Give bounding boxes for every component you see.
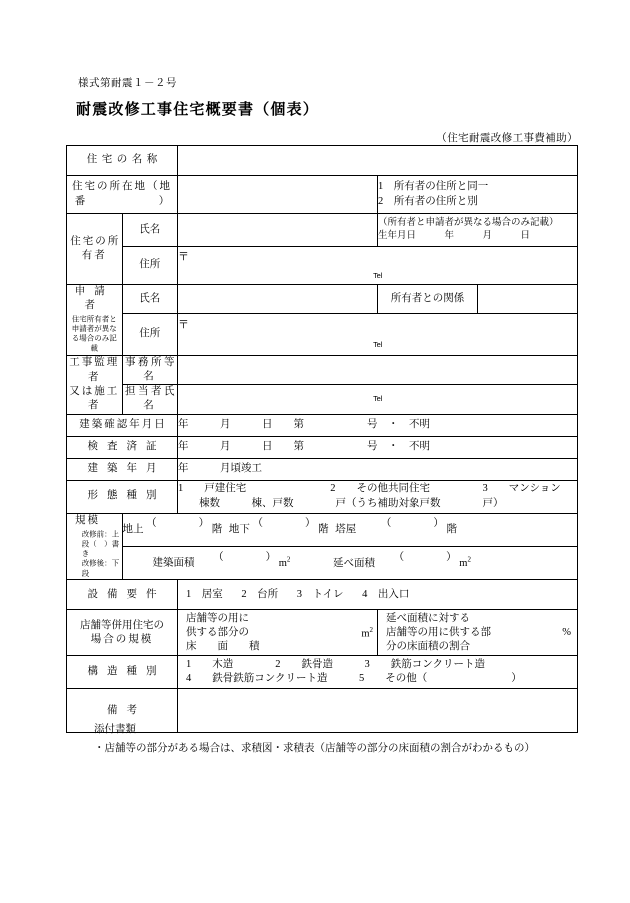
input-scale-area[interactable] <box>122 546 578 579</box>
label-scale-note1: 改修前：上段（ ）書き <box>81 529 120 558</box>
form-type-options[interactable] <box>178 480 578 513</box>
label-applicant <box>67 285 123 356</box>
attachment-item-1: ・店舗等の部分がある場合は、求積図・求積表（店舗等の部分の床面積の割合がわかるもの） <box>94 742 535 754</box>
value-floors-below[interactable]: （ ） <box>252 517 316 529</box>
structure-line1[interactable]: 1 木造 2 鉄骨造 3 鉄筋コンクリート造 <box>186 659 486 671</box>
option-different-from-owner[interactable]: 2 所有者の住所と別 <box>378 195 478 207</box>
label-supervisor-line1: 工事監理者 <box>69 357 120 383</box>
label-housing-location <box>67 176 178 214</box>
input-applicant-name[interactable] <box>178 285 378 314</box>
table-row-inspection-cert <box>67 436 578 458</box>
unit-floors-above: 階 <box>211 523 223 535</box>
value-floors-above[interactable]: （ ） <box>146 517 210 529</box>
label-floors-below: 地下 <box>228 523 250 535</box>
label-applicant-text: 申請者 <box>74 286 114 312</box>
input-supervisor-person[interactable] <box>178 385 578 414</box>
input-owner-address[interactable] <box>178 247 578 285</box>
owner-note-text: （所有者と申請者が異なる場合のみ記載） <box>378 218 559 229</box>
form-type-line1[interactable]: 1 戸建住宅 2 その他共同住宅 3 マンション <box>178 483 561 495</box>
tel-label-supervisor: Tel <box>373 394 382 404</box>
label-structure: 構造種別 <box>67 656 178 689</box>
input-inspection-cert[interactable]: 年 月 日 第 号 ・ 不明 <box>178 436 578 458</box>
store-left-line3: 床 面 積 <box>186 640 260 652</box>
table-row-housing-location <box>67 176 578 214</box>
label-building-area: 建築面積 <box>152 557 195 569</box>
form-number: 様式第耐震１－２号 <box>78 78 177 89</box>
facility-options[interactable] <box>178 580 578 610</box>
input-store-ratio[interactable] <box>378 610 578 656</box>
form-type-line2[interactable]: 棟数 棟、戸数 戸（うち補助対象戸数 戸） <box>178 497 504 509</box>
option-same-as-owner[interactable]: 1 所有者の住所と同一 <box>378 181 489 193</box>
page-title: 耐震改修工事住宅概要書（個表） <box>76 101 320 118</box>
store-right-line1: 延べ面積に対する <box>386 612 470 624</box>
input-applicant-relation[interactable] <box>478 285 578 314</box>
label-housing-location-line1: 住宅の所在地（地 <box>72 181 172 193</box>
value-building-area[interactable]: （ ） <box>213 551 277 563</box>
facility-option-4[interactable]: 4 出入口 <box>362 588 410 600</box>
label-scale <box>67 513 123 580</box>
input-scale-floors[interactable] <box>122 513 578 546</box>
input-owner-name[interactable] <box>178 214 378 247</box>
input-confirmation-date[interactable]: 年 月 日 第 号 ・ 不明 <box>178 414 578 436</box>
label-scale-text: 規模 <box>75 514 100 526</box>
label-inspection-cert: 検査済証 <box>67 436 178 458</box>
housing-location-options[interactable] <box>378 176 578 214</box>
structure-line2[interactable]: 4 鉄骨鉄筋コンクリート造 5 その他（ ） <box>186 673 522 685</box>
postal-code-mark-applicant: 〒 <box>178 319 189 332</box>
label-store-scale-line1: 店舗等併用住宅の <box>80 619 164 631</box>
table-row-applicant-address <box>67 313 578 355</box>
input-housing-location[interactable] <box>178 176 378 214</box>
unit-building-area: $m^2$ <box>278 555 291 569</box>
label-built-date: 建築年月 <box>67 458 178 480</box>
label-penthouse: 塔屋 <box>335 523 357 535</box>
facility-option-3[interactable]: 3 トイレ <box>296 588 344 600</box>
owner-birthdate-note <box>378 214 578 247</box>
structure-options[interactable] <box>178 656 578 689</box>
attachment-title: 添付書類 <box>94 724 136 735</box>
label-applicant-relation: 所有者との関係 <box>378 285 478 314</box>
label-applicant-name: 氏名 <box>122 285 178 314</box>
tel-label-owner: Tel <box>373 271 382 281</box>
table-row-facility <box>67 580 578 610</box>
label-applicant-note: 住宅所有者と申請者が異なる場合のみ記載 <box>71 315 117 353</box>
label-remarks: 備考 <box>67 689 178 733</box>
label-owner-address: 住所 <box>122 247 178 285</box>
label-store-scale-line2: 場合の規模 <box>90 633 154 645</box>
label-scale-note2: 改修後：下段 <box>81 558 120 578</box>
label-owner-name: 氏名 <box>122 214 178 247</box>
unit-floors-below: 階 <box>318 523 329 535</box>
label-facility: 設備要件 <box>67 580 178 610</box>
label-supervisor-person: 担当者氏名 <box>122 385 178 414</box>
input-supervisor-office[interactable] <box>178 355 578 384</box>
label-form-type: 形態種別 <box>67 480 178 513</box>
label-total-area: 延べ面積 <box>333 557 376 569</box>
table-row-supervisor-office <box>67 355 578 384</box>
label-supervisor-office: 事務所等名 <box>122 355 178 384</box>
unit-store-ratio: % <box>562 627 571 639</box>
table-row-confirmation-date <box>67 414 578 436</box>
table-row-structure <box>67 656 578 689</box>
value-penthouse[interactable]: （ ） <box>380 517 444 529</box>
postal-code-mark-owner: 〒 <box>178 250 189 263</box>
label-applicant-address: 住所 <box>122 313 178 355</box>
table-row-supervisor-person <box>67 385 578 414</box>
table-row-housing-name <box>67 146 578 176</box>
input-store-floor-area[interactable] <box>178 610 378 656</box>
input-applicant-address[interactable] <box>178 313 578 355</box>
label-supervisor <box>67 355 123 414</box>
store-right-line2: 店舗等の用に供する部 <box>386 626 491 638</box>
facility-option-1[interactable]: 1 居室 <box>186 588 223 600</box>
housing-outline-table <box>66 145 578 733</box>
unit-total-area: $m^2$ <box>459 555 471 569</box>
table-row-owner-name <box>67 214 578 247</box>
label-confirmation-date: 建築確認年月日 <box>67 414 178 436</box>
label-floors-above: 地上 <box>122 523 144 535</box>
owner-birthdate-label: 生年月日 年 月 日 <box>378 231 531 241</box>
value-total-area[interactable]: （ ） <box>393 551 457 563</box>
table-row-form-type <box>67 480 578 513</box>
attachment-notes <box>94 722 556 758</box>
table-row-scale-floors <box>67 513 578 546</box>
input-housing-name[interactable] <box>178 146 578 176</box>
table-row-store-scale <box>67 610 578 656</box>
table-row-scale-area <box>67 546 578 579</box>
page-subtitle: （住宅耐震改修工事費補助） <box>436 133 578 144</box>
store-right-line3: 分の床面積の割合 <box>386 640 470 652</box>
label-owner: 住宅の所有者 <box>67 214 123 285</box>
label-housing-name: 住宅の名称 <box>67 146 178 176</box>
store-left-line2: 供する部分の <box>186 626 249 638</box>
unit-penthouse: 階 <box>446 523 457 535</box>
input-built-date[interactable]: 年 月頃竣工 <box>178 458 578 480</box>
label-scale-note <box>76 530 121 579</box>
label-store-scale <box>67 610 178 656</box>
table-row-built-date <box>67 458 578 480</box>
label-housing-location-line2: 番 ） <box>74 195 170 207</box>
store-left-line1: 店舗等の用に <box>186 612 249 624</box>
label-supervisor-line2: 又は施工者 <box>69 385 120 411</box>
unit-store-floor-area: $m^2$ <box>361 626 373 640</box>
table-row-applicant-name <box>67 285 578 314</box>
facility-option-2[interactable]: 2 台所 <box>241 588 279 600</box>
table-row-owner-address <box>67 247 578 285</box>
tel-label-applicant: Tel <box>373 340 382 350</box>
